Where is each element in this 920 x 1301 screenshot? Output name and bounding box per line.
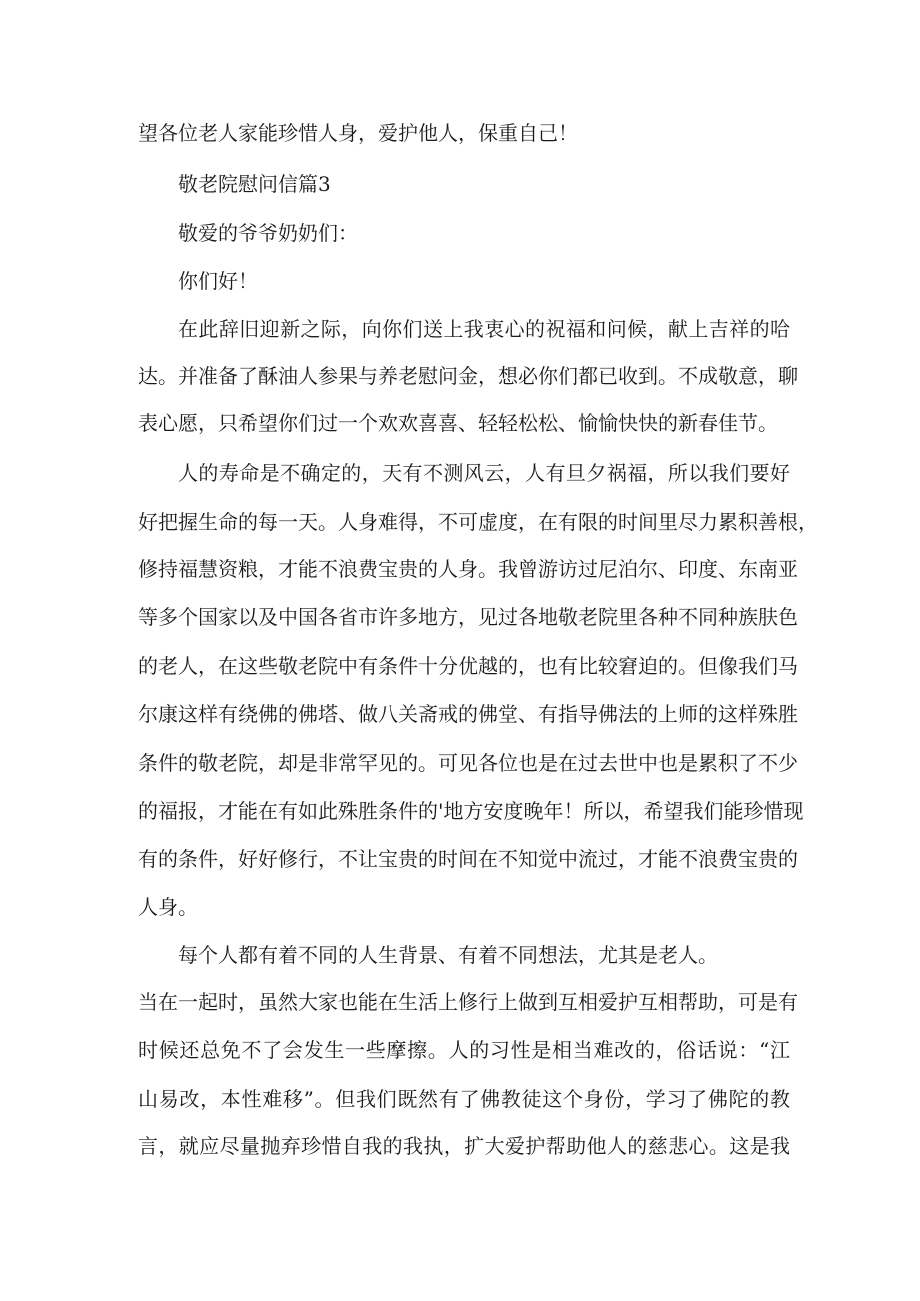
text-line: 表心愿，只希望你们过一个欢欢喜喜、轻轻松松、愉愉快快的新春佳节。 <box>138 411 778 435</box>
text-line: 在此辞旧迎新之际，向你们送上我衷心的祝福和问候，献上吉祥的哈 <box>178 317 790 341</box>
greeting: 你们好！ <box>178 269 258 293</box>
text-line: 言，就应尽量抛弃珍惜自我的我执，扩大爱护帮助他人的慈悲心。这是我 <box>138 1134 790 1158</box>
text-line: 的福报，才能在有如此殊胜条件的'地方安度晚年！所以，希望我们能珍惜现 <box>138 799 804 823</box>
text-line: 达。并准备了酥油人参果与养老慰问金，想必你们都已收到。不成敬意，聊 <box>138 364 798 388</box>
text-line: 山易改，本性难移”。但我们既然有了佛教徒这个身份，学习了佛陀的教 <box>138 1087 790 1111</box>
text-line: 的老人，在这些敬老院中有条件十分优越的，也有比较窘迫的。但像我们马 <box>138 654 798 678</box>
text-line: 人的寿命是不确定的，天有不测风云，人有旦夕祸福，所以我们要好 <box>178 461 790 485</box>
salutation: 敬爱的爷爷奶奶们： <box>178 221 358 245</box>
text-line: 当在一起时，虽然大家也能在生活上修行上做到互相爱护互相帮助，可是有 <box>138 990 798 1014</box>
text-line: 好把握生命的每一天。人身难得，不可虚度，在有限的时间里尽力累积善根， <box>138 510 818 534</box>
text-line: 人身。 <box>138 895 198 919</box>
text-line: 每个人都有着不同的人生背景、有着不同想法，尤其是老人。 <box>178 943 718 967</box>
text-line: 望各位老人家能珍惜人身，爱护他人，保重自己！ <box>138 121 578 145</box>
text-line: 修持福慧资粮，才能不浪费宝贵的人身。我曾游访过尼泊尔、印度、东南亚 <box>138 557 798 581</box>
text-line: 尔康这样有绕佛的佛塔、做八关斋戒的佛堂、有指导佛法的上师的这样殊胜 <box>138 702 798 726</box>
text-line: 条件的敬老院，却是非常罕见的。可见各位也是在过去世中也是累积了不少 <box>138 751 798 775</box>
text-line: 时候还总免不了会发生一些摩擦。人的习性是相当难改的，俗话说：“江 <box>138 1038 790 1062</box>
section-heading: 敬老院慰问信篇3 <box>178 172 331 196</box>
text-line: 有的条件，好好修行，不让宝贵的时间在不知觉中流过，才能不浪费宝贵的 <box>138 847 798 871</box>
text-line: 等多个国家以及中国各省市许多地方，见过各地敬老院里各种不同种族肤色 <box>138 605 798 629</box>
